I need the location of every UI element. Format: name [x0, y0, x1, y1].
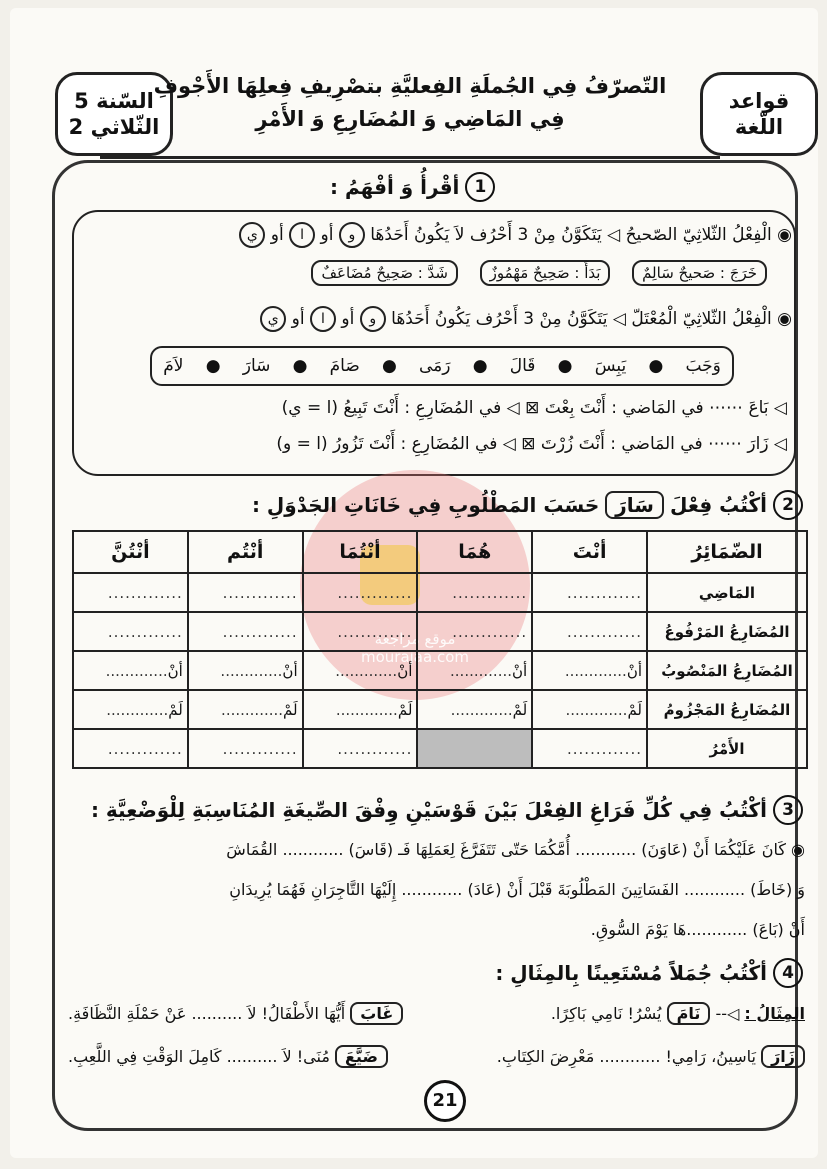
- verb-item: سَارَ: [242, 356, 271, 376]
- item1-text[interactable]: أَيُّهَا الأَطْفَالُ! لاَ .......... عَنْ حَمْلَةِ النَّظَافَةِ.: [68, 1004, 346, 1023]
- page-title: [150, 70, 670, 135]
- exercise3-line1[interactable]: ◉ كَانَ عَلَيْكُمَا أَنْ (عَاوَنَ) ............ أُمَّكُمَا حَتّى تَتَفَرَّغَ لِعَمَلِهَا فَـ (قَاسَ) ............ القُمَاشَ: [226, 840, 805, 859]
- section4-title: أكْتُبُ جُمَلاً مُسْتَعِينًا بِالمِثَالِ :: [495, 961, 767, 985]
- or-word: أو: [291, 309, 305, 329]
- verb-item: يَبِسَ: [594, 356, 627, 376]
- exercise3-line2[interactable]: وَ (خَاطَ) ............ الفَسَاتِينَ المَطْلُوبَةَ قَبْلَ أَنْ (عَادَ) ............ إِلَيْهَا التَّاجِرَانِ فَهُمَا يُرِيدَانِ: [229, 880, 805, 899]
- mutal-verbs-list: وَجَبَ ● يَبِسَ ● قَالَ ● رَمَى ● صَامَ ● سَارَ ● لاَمَ: [150, 346, 734, 386]
- title-line-1: التّصرّفُ فِي الجُملَةِ الفِعليَّةِ بتصْرِيفِ فِعلِهَا الأَجْوفِ: [153, 74, 667, 98]
- letter-waw: و: [360, 306, 386, 332]
- watermark-line1: موقع مراجعة: [374, 630, 456, 648]
- letter-alif: ا: [289, 222, 315, 248]
- table-header-row: [73, 531, 807, 573]
- sahih-text: ◉ الْفِعْلُ الثّلاثِيّ الصّحيحُ ◁ يَتَكَوَّنُ مِنْ 3 أَحْرُف لاَ يَكُونُ أَحَدُهَا: [370, 225, 792, 245]
- col-header-pronouns: الضّمَائِرُ: [647, 531, 807, 573]
- item2-text[interactable]: يَاسِينُ، رَامِي! ............ مَعْرِضَ الكِتَابِ.: [496, 1047, 756, 1066]
- answer-cell[interactable]: .............: [532, 573, 647, 612]
- answer-cell[interactable]: .............: [188, 612, 303, 651]
- answer-cell[interactable]: .............: [188, 573, 303, 612]
- letter-waw: و: [339, 222, 365, 248]
- watermark-line2: mourajaa.com: [360, 648, 469, 666]
- section3-heading: [91, 795, 803, 825]
- or-word: أو: [270, 225, 284, 245]
- table-row: [73, 729, 807, 768]
- table-row: [73, 651, 807, 690]
- sahih-examples: [311, 260, 767, 286]
- grade-badge-line2: الثّلاثي 2: [68, 115, 160, 139]
- or-word: أو: [320, 225, 334, 245]
- letter-ya: ي: [260, 306, 286, 332]
- example-verb: نَامَ: [667, 1002, 711, 1025]
- row-label-present-subjunctive: المُضَارِعُ المَنْصُوبُ: [647, 651, 807, 690]
- section4-number: 4: [773, 958, 803, 988]
- table-row: [73, 612, 807, 651]
- mutal-text: ◉ الْفِعْلُ الثّلاثِيّ الْمُعْتَلّ ◁ يَتَكَوَّنُ مِنْ 3 أَحْرُف يَكُونُ أَحَدُهَا: [391, 309, 792, 329]
- answer-cell[interactable]: أنْ.............: [532, 651, 647, 690]
- example-label: المِثَالُ :: [744, 1004, 805, 1023]
- answer-cell[interactable]: .............: [73, 729, 188, 768]
- example-sahih-salim: خَرَجَ : صَحيحٌ سَالِمٌ: [632, 260, 767, 286]
- example-sahih-mudaaf: شَدَّ : صَحِيحٌ مُضَاعَفٌ: [311, 260, 458, 286]
- row-label-past: المَاضِي: [647, 573, 807, 612]
- item3-verb: ضَيَّعَ: [335, 1045, 388, 1068]
- letter-ya: ي: [239, 222, 265, 248]
- col-header-antum: أنْتُم: [188, 531, 303, 573]
- answer-cell[interactable]: أنْ.............: [73, 651, 188, 690]
- verb-item: لاَمَ: [163, 356, 184, 376]
- grade-badge-line1: السّنة 5: [74, 88, 154, 113]
- sahih-definition: [239, 222, 792, 248]
- section3-number: 3: [773, 795, 803, 825]
- row-label-imperative: الأَمْرُ: [647, 729, 807, 768]
- answer-cell[interactable]: لَمْ.............: [532, 690, 647, 729]
- baa-conjugation: ◁ بَاعَ ⋯⋯ في المَاضي : أَنْتَ بِعْتَ ⊠ ◁ في المُضَارِعِ : أَنْتَ تَبِيعُ (ا = ي): [281, 398, 787, 418]
- row-label-present-indicative: المُضَارِعُ المَرْفُوعُ: [647, 612, 807, 651]
- section1-heading: [330, 172, 495, 202]
- exercise3-line3[interactable]: أَنْ (بَاعَ) ............هَا يَوْمَ السُّوقِ.: [590, 920, 805, 939]
- item3-line[interactable]: [68, 1045, 388, 1068]
- col-header-antunna: أنْتُنَّ: [73, 531, 188, 573]
- answer-cell[interactable]: .............: [73, 573, 188, 612]
- table-row: [73, 573, 807, 612]
- item1-line[interactable]: [68, 1002, 403, 1025]
- answer-cell[interactable]: .............: [532, 729, 647, 768]
- conjugation-table: [72, 530, 808, 769]
- subject-badge-line2: اللّغة: [734, 115, 784, 139]
- answer-cell[interactable]: .............: [417, 612, 532, 651]
- zaar-conjugation: ◁ زَارَ ⋯⋯ في المَاضي : أَنْتَ زُرْتَ ⊠ ◁ في المُضَارِعِ : أَنْتَ تَزُورُ (ا = و): [276, 434, 787, 454]
- answer-cell[interactable]: أنْ.............: [417, 651, 532, 690]
- example-sahih-mahmouz: بَدَأَ : صَحِيحٌ مَهْمُوزٌ: [480, 260, 611, 286]
- answer-cell[interactable]: لَمْ.............: [303, 690, 418, 729]
- or-word: أو: [341, 309, 355, 329]
- answer-cell[interactable]: أنْ.............: [188, 651, 303, 690]
- verb-item: صَامَ: [329, 356, 360, 376]
- answer-cell[interactable]: أنْ.............: [303, 651, 418, 690]
- section1-title: أقْرأُ وَ أفْهَمُ :: [330, 175, 460, 199]
- section2-title-post: حَسَبَ المَطْلُوبِ فِي خَانَاتِ الجَدْوَلِ :: [251, 493, 600, 517]
- disabled-cell: [417, 729, 532, 768]
- answer-cell[interactable]: لَمْ.............: [73, 690, 188, 729]
- section4-heading: [495, 958, 803, 988]
- col-header-huma: هُمَا: [417, 531, 532, 573]
- answer-cell[interactable]: .............: [532, 612, 647, 651]
- row-label-present-jussive: المُضَارِعُ المَجْزُومُ: [647, 690, 807, 729]
- verb-item: قَالَ: [509, 356, 536, 376]
- verb-item: رَمَى: [419, 356, 451, 376]
- answer-cell[interactable]: .............: [303, 573, 418, 612]
- section2-number: 2: [773, 490, 803, 520]
- answer-cell[interactable]: لَمْ.............: [417, 690, 532, 729]
- item2-line[interactable]: [497, 1045, 805, 1068]
- section1-number: 1: [465, 172, 495, 202]
- page-number: 21: [424, 1080, 466, 1122]
- example-line: المِثَالُ : ◁-- نَامَ يُسْرُ! نَامِي بَاكِرًا.: [550, 1004, 805, 1023]
- mutal-definition: [260, 306, 792, 332]
- item2-verb: زَارَ: [761, 1045, 805, 1068]
- letter-alif: ا: [310, 306, 336, 332]
- title-line-2: فِي المَاضِي وَ المُضَارِعِ وَ الأَمْرِ: [255, 106, 565, 131]
- answer-cell[interactable]: .............: [417, 573, 532, 612]
- title-divider: [100, 150, 720, 159]
- section2-title-pre: أكْتُبُ فِعْلَ: [669, 493, 767, 517]
- col-header-anta: أنْتَ: [532, 531, 647, 573]
- answer-cell[interactable]: .............: [73, 612, 188, 651]
- answer-cell[interactable]: .............: [188, 729, 303, 768]
- item1-verb: غَابَ: [350, 1002, 403, 1025]
- col-header-antuma: أنْتُمَا: [303, 531, 418, 573]
- subject-badge: [700, 72, 818, 156]
- section2-verb: سَارَ: [605, 491, 664, 519]
- section3-title: أكْتُبُ فِي كُلِّ فَرَاغِ الفِعْلَ بَيْنَ قَوْسَيْنِ وِفْقَ الصِّيغَةِ المُنَاسِبَةِ لِلْوَضْعِيَّةِ :: [90, 798, 767, 822]
- subject-badge-line1: قواعد: [728, 88, 790, 113]
- answer-cell[interactable]: .............: [303, 612, 418, 651]
- answer-cell[interactable]: لَمْ.............: [188, 690, 303, 729]
- answer-cell[interactable]: .............: [303, 729, 418, 768]
- item3-text[interactable]: مُنَى! لاَ .......... كَامِلَ الوَقْتِ فِي اللَّعِبِ.: [68, 1047, 330, 1066]
- table-row: [73, 690, 807, 729]
- example-text: يُسْرُ! نَامِي بَاكِرًا.: [550, 1004, 662, 1023]
- section2-heading: [252, 490, 803, 520]
- verb-item: وَجَبَ: [685, 356, 721, 376]
